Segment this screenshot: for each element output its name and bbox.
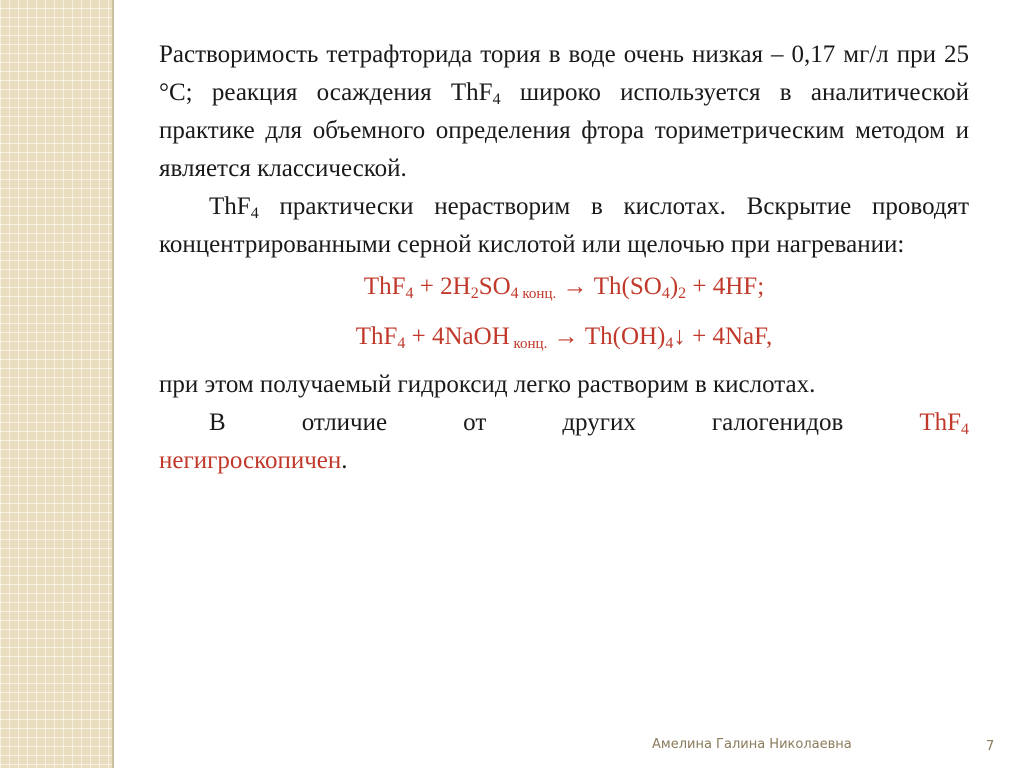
eq-part: ) [669, 273, 679, 300]
highlight-term: негигроскопичен [159, 447, 342, 474]
slide-body [159, 36, 969, 480]
paragraph-hydroxide: при этом получаемый гидроксид легко растворим в кислотах. [159, 371, 816, 398]
highlight-formula: ThF [919, 409, 961, 436]
equation-naoh [159, 318, 969, 356]
equation-sulfuric [159, 268, 969, 306]
eq-subscript: 4 [397, 335, 406, 352]
eq-part: ThF [363, 273, 406, 300]
eq-part: + 4HF; [686, 273, 765, 300]
eq-condition: конц. [509, 336, 548, 352]
highlight-subscript: 4 [961, 421, 969, 438]
paragraph-text: . [341, 447, 348, 474]
paragraph-text: Растворимость тетрафторида тория в воде очень низкая – 0,17 мг/л при 25 °С; реакция осаждения ThF [159, 41, 969, 106]
eq-subscript: 4 [661, 285, 670, 302]
subscript: 4 [492, 91, 501, 108]
eq-subscript: 4 [510, 285, 519, 302]
paragraph-text: широко используется в аналитической практике для объемного определения фтора ториметрическим методом и является классической. [159, 79, 969, 182]
eq-subscript: 2 [678, 285, 687, 302]
paragraph-acids [159, 188, 969, 264]
footer-author: Амелина Галина Николаевна [652, 737, 852, 752]
eq-condition: конц. [518, 286, 557, 302]
eq-part: SO [478, 273, 511, 300]
decorative-sidebar [0, 0, 112, 768]
eq-part: ↓ + 4NaF, [673, 323, 773, 350]
eq-subscript: 4 [405, 285, 414, 302]
subscript: 4 [250, 205, 259, 222]
paragraph-text: В отличие от других галогенидов [209, 409, 920, 436]
eq-subscript: 4 [665, 335, 674, 352]
eq-part: → Th(OH) [547, 323, 666, 350]
paragraph-solubility [159, 36, 969, 188]
sidebar-divider [112, 0, 114, 768]
eq-part: + 2H [413, 273, 471, 300]
eq-part: → Th(SO [556, 273, 662, 300]
page-number: 7 [986, 739, 995, 754]
paragraph-halides-end [159, 442, 969, 480]
paragraph-halides [159, 404, 969, 442]
eq-subscript: 2 [470, 285, 479, 302]
paragraph-text: ThF [209, 193, 251, 220]
eq-part: ThF [355, 323, 398, 350]
paragraph-text: практически нерастворим в кислотах. Вскрытие проводят концентрированными серной кислотой или щелочью при нагревании: [159, 193, 969, 258]
eq-part: + 4NaOH [405, 323, 510, 350]
